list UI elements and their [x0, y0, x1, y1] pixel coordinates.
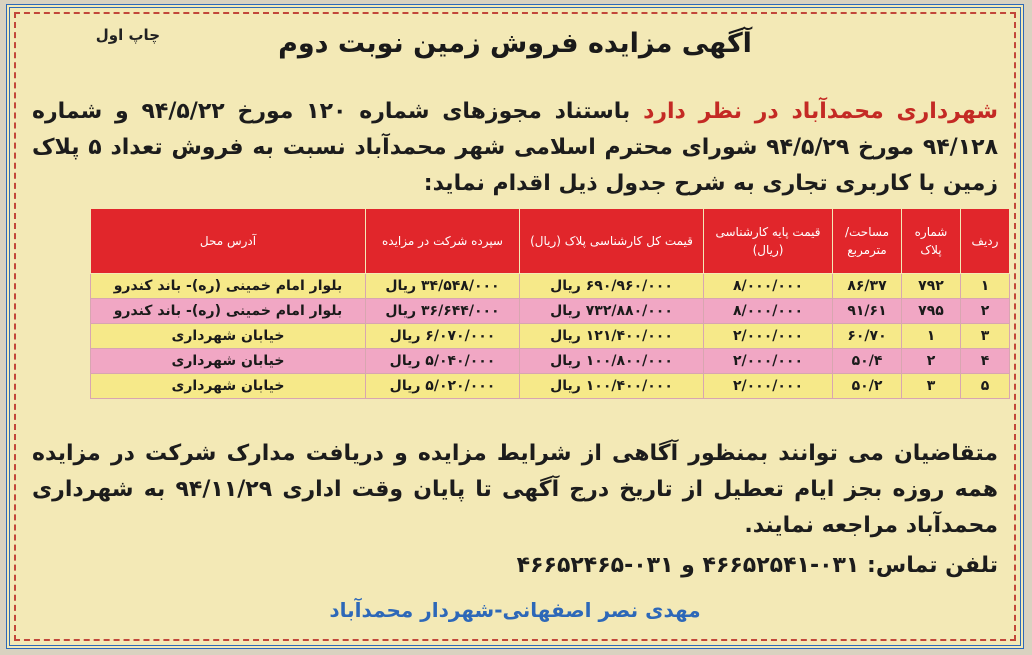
cell-area: ۶۰/۷۰	[833, 324, 902, 349]
page-title: آگهی مزایده فروش زمین نوبت دوم	[278, 28, 752, 59]
footer-paragraph: متقاضیان می توانند بمنظور آگاهی از شرایط مزایده و دریافت مدارک شرکت در مزایده همه روزه بجز ایام تعطیل از تاریخ درج آگهی تا پایان وقت اداری ۹۴/۱۱/۲۹ به شهرداری محمدآباد مراجعه نمایند.	[32, 441, 999, 538]
cell-total-price: ۶۹۰/۹۶۰/۰۰۰ ریال	[520, 274, 704, 299]
table-row	[91, 299, 1010, 324]
cell-base-price: ۸/۰۰۰/۰۰۰	[704, 299, 833, 324]
intro-text: باستناد مجوزهای شماره ۱۲۰ مورخ ۹۴/۵/۲۲ و شماره ۹۴/۱۲۸ مورخ ۹۴/۵/۲۹ شورای محترم اسلامی شهر محمدآباد نسبت به فروش تعداد ۵ پلاک زمین با کاربری تجاری به شرح جدول ذیل اقدام نماید:	[32, 99, 999, 196]
cell-base-price: ۲/۰۰۰/۰۰۰	[704, 374, 833, 399]
cell-area: ۸۶/۳۷	[833, 274, 902, 299]
header-row-number: ردیف	[961, 209, 1010, 274]
cell-row-number: ۵	[961, 374, 1010, 399]
intro-paragraph	[32, 94, 998, 202]
cell-address: خیابان شهرداری	[91, 324, 366, 349]
advertisement-page	[6, 4, 1024, 649]
cell-base-price: ۲/۰۰۰/۰۰۰	[704, 349, 833, 374]
header-total-price: قیمت کل کارشناسی پلاک (ریال)	[520, 209, 704, 274]
table-header-row	[91, 209, 1010, 274]
cell-deposit: ۳۴/۵۴۸/۰۰۰ ریال	[366, 274, 520, 299]
cell-address: بلوار امام خمینی (ره)- باند کندرو	[91, 274, 366, 299]
intro-highlight: شهرداری محمدآباد در نظر دارد	[643, 99, 998, 124]
cell-plaque: ۳	[902, 374, 961, 399]
edition-label: چاپ اول	[95, 26, 160, 44]
cell-total-price: ۱۰۰/۴۰۰/۰۰۰ ریال	[520, 374, 704, 399]
cell-address: خیابان شهرداری	[91, 374, 366, 399]
cell-plaque: ۲	[902, 349, 961, 374]
cell-base-price: ۸/۰۰۰/۰۰۰	[704, 274, 833, 299]
cell-plaque: ۷۹۲	[902, 274, 961, 299]
cell-deposit: ۵/۰۲۰/۰۰۰ ریال	[366, 374, 520, 399]
cell-row-number: ۳	[961, 324, 1010, 349]
table-row	[91, 374, 1010, 399]
header-deposit: سپرده شرکت در مزایده	[366, 209, 520, 274]
cell-area: ۹۱/۶۱	[833, 299, 902, 324]
cell-address: بلوار امام خمینی (ره)- باند کندرو	[91, 299, 366, 324]
cell-total-price: ۷۳۲/۸۸۰/۰۰۰ ریال	[520, 299, 704, 324]
table-row	[91, 349, 1010, 374]
signature: مهدی نصر اصفهانی-شهردار محمدآباد	[329, 598, 701, 622]
cell-area: ۵۰/۴	[833, 349, 902, 374]
table-row	[91, 324, 1010, 349]
cell-row-number: ۲	[961, 299, 1010, 324]
cell-total-price: ۱۲۱/۴۰۰/۰۰۰ ریال	[520, 324, 704, 349]
header-base-price: قیمت پایه کارشناسی (ریال)	[704, 209, 833, 274]
table-row	[91, 274, 1010, 299]
auction-table	[90, 208, 1010, 399]
cell-plaque: ۱	[902, 324, 961, 349]
header-plaque: شماره پلاک	[902, 209, 961, 274]
cell-row-number: ۴	[961, 349, 1010, 374]
cell-row-number: ۱	[961, 274, 1010, 299]
header-area: مساحت/ مترمربع	[833, 209, 902, 274]
cell-deposit: ۶/۰۷۰/۰۰۰ ریال	[366, 324, 520, 349]
contact-phone: تلفن تماس: ۰۳۱-۴۶۶۵۲۵۴۱ و ۰۳۱-۴۶۶۵۲۴۶۵	[516, 553, 998, 578]
cell-base-price: ۲/۰۰۰/۰۰۰	[704, 324, 833, 349]
cell-area: ۵۰/۲	[833, 374, 902, 399]
header-address: آدرس محل	[91, 209, 366, 274]
cell-deposit: ۳۶/۶۴۴/۰۰۰ ریال	[366, 299, 520, 324]
cell-total-price: ۱۰۰/۸۰۰/۰۰۰ ریال	[520, 349, 704, 374]
cell-plaque: ۷۹۵	[902, 299, 961, 324]
cell-deposit: ۵/۰۴۰/۰۰۰ ریال	[366, 349, 520, 374]
cell-address: خیابان شهرداری	[91, 349, 366, 374]
